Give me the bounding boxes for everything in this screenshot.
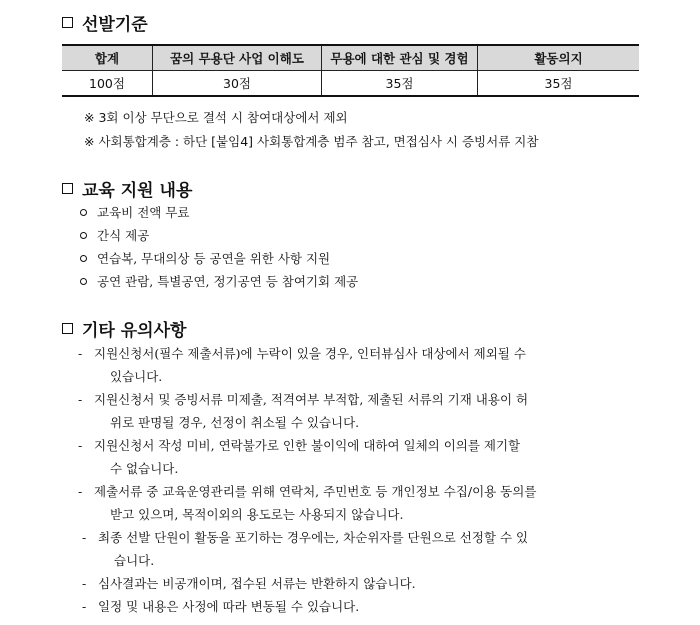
list-item: 공연 관람, 특별공연, 정기공연 등 참여기회 제공	[80, 272, 358, 290]
checkbox-square-icon	[62, 17, 73, 28]
cell-total: 100점	[62, 71, 153, 97]
cell-interest: 35점	[322, 71, 478, 97]
list-item: 간식 제공	[80, 226, 149, 244]
section-heading-notes	[62, 316, 186, 341]
section-title: 선발기준	[82, 15, 148, 35]
table-row	[62, 71, 639, 97]
note-social-group: ※ 사회통합계층 : 하단 [붙임4] 사회통합계층 범주 참고, 면접심사 시 증빙서류 지참	[84, 134, 539, 149]
section-title: 교육 지원 내용	[82, 181, 193, 201]
section-title: 기타 유의사항	[82, 321, 187, 341]
note-absence: ※ 3회 이상 무단으로 결석 시 참여대상에서 제외	[84, 110, 348, 125]
table-header-row	[62, 45, 639, 71]
criteria-table	[62, 44, 639, 97]
header-total: 합계	[62, 45, 153, 71]
circle-bullet-icon	[80, 232, 87, 239]
header-understanding: 꿈의 무용단 사업 이해도	[153, 45, 322, 71]
list-item: 교육비 전액 무료	[80, 203, 189, 221]
section-heading-selection-criteria	[62, 10, 148, 35]
section-heading-support	[62, 176, 192, 201]
circle-bullet-icon	[80, 278, 87, 285]
header-will: 활동의지	[478, 45, 640, 71]
circle-bullet-icon	[80, 255, 87, 262]
cell-understanding: 30점	[153, 71, 322, 97]
checkbox-square-icon	[62, 183, 73, 194]
header-interest: 무용에 대한 관심 및 경험	[322, 45, 478, 71]
cell-will: 35점	[478, 71, 640, 97]
checkbox-square-icon	[62, 323, 73, 334]
circle-bullet-icon	[80, 209, 87, 216]
list-item: 연습복, 무대의상 등 공연을 위한 사항 지원	[80, 249, 330, 267]
